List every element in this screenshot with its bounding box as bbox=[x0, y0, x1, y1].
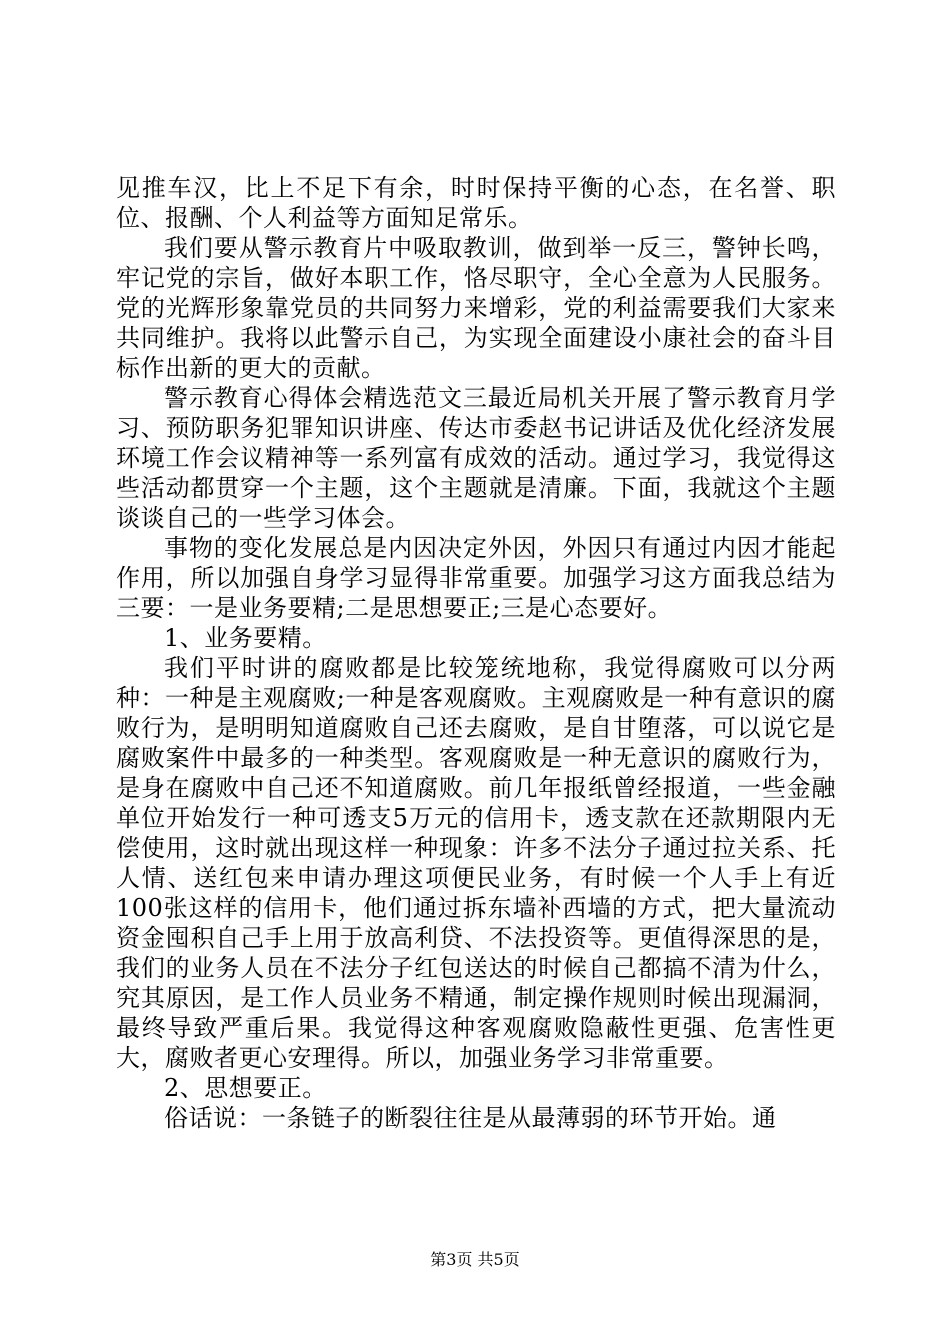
paragraph-6: 俗话说：一条链子的断裂往往是从最薄弱的环节开始。通 bbox=[164, 1104, 777, 1132]
section-heading-1: 1、业务要精。 bbox=[164, 624, 327, 652]
paragraph-3: 警示教育心得体会精选范文三最近局机关开展了警示教育月学习、预防职务犯罪知识讲座、传达市委赵书记讲话及优化经济发展环境工作会议精神等一系列富有成效的活动。通过学习，我觉得这些活动都贯穿一个主题，这个主题就是清廉。下面，我就这个主题谈谈自己的一些学习体会。 bbox=[116, 384, 836, 532]
section-heading-2: 2、思想要正。 bbox=[164, 1074, 327, 1102]
page-footer: 第3页 共5页 bbox=[430, 1250, 520, 1269]
paragraph-2: 我们要从警示教育片中吸取教训，做到举一反三，警钟长鸣，牢记党的宗旨，做好本职工作，恪尽职守，全心全意为人民服务。党的光辉形象靠党员的共同努力来增彩，党的利益需要我们大家来共同维护。我将以此警示自己，为实现全面建设小康社会的奋斗目标作出新的更大的贡献。 bbox=[116, 234, 836, 382]
paragraph-1: 见推车汉，比上不足下有余，时时保持平衡的心态，在名誉、职位、报酬、个人利益等方面知足常乐。 bbox=[116, 174, 836, 232]
body-text bbox=[116, 173, 836, 1133]
paragraph-5: 我们平时讲的腐败都是比较笼统地称，我觉得腐败可以分两种：一种是主观腐败;一种是客观腐败。主观腐败是一种有意识的腐败行为，是明明知道腐败自己还去腐败，是自甘堕落，可以说它是腐败案件中最多的一种类型。客观腐败是一种无意识的腐败行为，是身在腐败中自己还不知道腐败。前几年报纸曾经报道，一些金融单位开始发行一种可透支5万元的信用卡，透支款在还款期限内无偿使用，这时就出现这样一种现象：许多不法分子通过拉关系、托人情、送红包来申请办理这项便民业务，有时候一个人手上有近100张这样的信用卡，他们通过拆东墙补西墙的方式，把大量流动资金囤积自己手上用于放高利贷、不法投资等。更值得深思的是，我们的业务人员在不法分子红包送达的时候自己都搞不清为什么，究其原因，是工作人员业务不精通，制定操作规则时候出现漏洞，最终导致严重后果。我觉得这种客观腐败隐蔽性更强、危害性更大，腐败者更心安理得。所以，加强业务学习非常重要。 bbox=[116, 654, 836, 1072]
paragraph-4: 事物的变化发展总是内因决定外因，外因只有通过内因才能起作用，所以加强自身学习显得非常重要。加强学习这方面我总结为三要：一是业务要精;二是思想要正;三是心态要好。 bbox=[116, 534, 836, 622]
